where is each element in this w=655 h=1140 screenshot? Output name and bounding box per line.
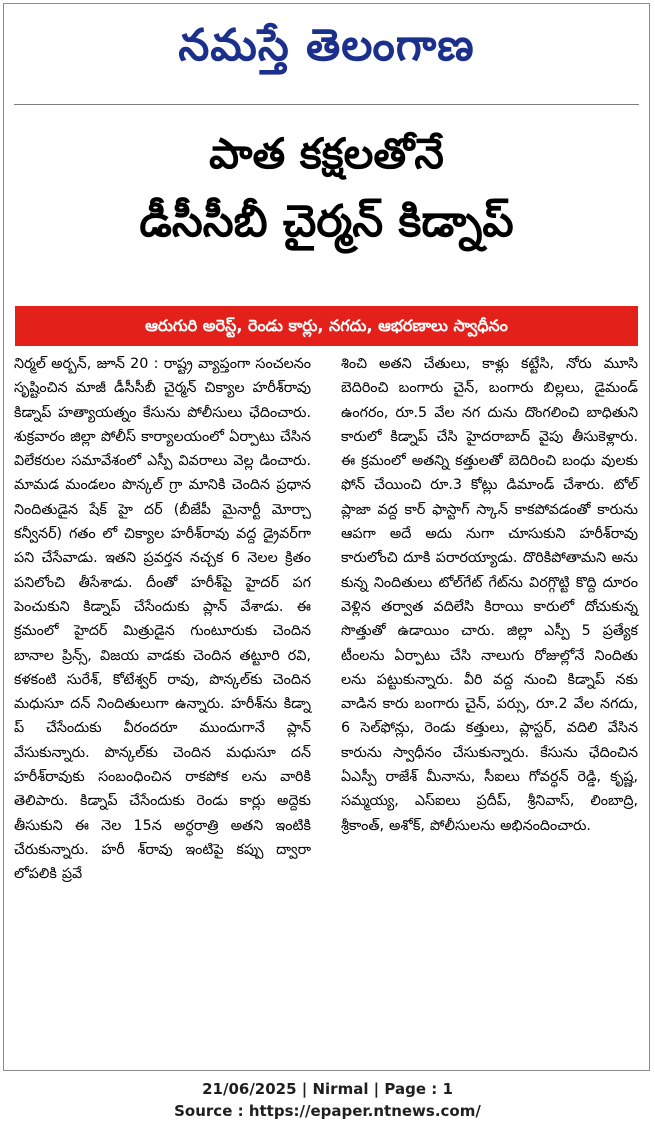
article-body	[14, 352, 638, 1058]
masthead-logo: నమస్తే తెలంగాణ	[178, 20, 475, 71]
masthead	[14, 14, 639, 92]
article-text-left: నిర్మల్ అర్బన్, జూన్ 20 : రాష్ట్ర వ్యాప్తంగా సంచలనం సృష్టించిన మాజీ డీసీసీబీ చైర్మన్ చిక్యాల హరీశ్‌రావు కిడ్నాప్ హత్యాయత్నం కేసును పోలీసులు ఛేదించారు. శుక్రవారం జిల్లా పోలీస్ కార్యాలయంలో ఏర్పాటు చేసిన విలేకరుల సమావేశంలో ఎస్పీ వివరాలు వెల్ల డించారు. మామడ మండలం పొన్కల్ గ్రా మానికి చెందిన ప్రధాన నిందితుడైన షేక్ హై దర్ (బీజేపీ మైనార్టీ మోర్చా కన్వీనర్) గతం లో చిక్యాల హరీశ్‌రావు వద్ద డ్రైవర్‌గా పని చేసేవాడు. ఇతని ప్రవర్తన నచ్చక 6 నెలల క్రితం పనిలోంచి తీసేశాడు. దీంతో హరీశ్‌పై హైదర్ పగ పెంచుకుని కిడ్నాప్ చేసేందుకు ప్లాన్ వేశాడు. ఈ క్రమంలో హైదర్ మిత్రుడైన గుంటూరుకు చెందిన బానాల ప్రిన్స్, విజయ వాడకు చెందిన తట్టూరి రవి, కళకంటి సురేశ్, కోటేశ్వర్ రావు, పొన్కల్‌కు చెందిన మధుసూ దన్ నిందితులుగా ఉన్నారు. హరీశ్‌ను కిడ్నా ప్ చేసేందుకు వీరందరూ ముందుగానే ప్లాన్ వేసుకున్నారు. పొన్కల్‌కు చెందిన మధుసూ దన్ హరీశ్‌రావుకు సంబంధించిన రాకపోక లను వారికి తెలిపారు. కిడ్నాప్ చేసేందుకు రెండు కార్లు అద్దెకు తీసుకుని ఈ నెల 15న అర్ధరాత్రి అతని ఇంటికి చేరుకున్నారు. హరీ శ్‌రావు ఇంటిపై కప్పు ద్వారా లోపలికి ప్రవే	[14, 356, 311, 883]
edition-info: 21/06/2025 | Nirmal | Page : 1	[202, 1080, 453, 1098]
article-text-right: శించి అతని చేతులు, కాళ్లు కట్టేసి, నోరు మూసి బెదిరించి బంగారు చైన్, బంగారు బిల్లలు, డైమండ్ ఉంగరం, రూ.5 వేల నగ దును దొంగలించి బాధితుని కారులో కిడ్నాప్ చేసి హైదరాబాద్ వైపు తీసుకెళ్లారు. ఈ క్రమంలో అతన్ని కత్తులతో బెదిరించి బంధు వులకు ఫోన్ చేయించి రూ.3 కోట్లు డిమాండ్ చేశారు. టోల్ ప్లాజా వద్ద కార్ ఫాస్టాగ్ స్కాన్ కాకపోవడంతో కారును ఆపగా అదే అదు నుగా చూసుకుని హరీశ్‌రావు కారులోంచి దూకి పరారయ్యాడు. దొరికిపోతామని అను కున్న నిందితులు టోల్‌గేట్ గేట్‌ను విరగ్గొట్టి కొద్ది దూరం వెళ్లిన తర్వాత వదిలేసి కిరాయి కారులో దోచుకున్న సొత్తుతో ఉడాయిం చారు. జిల్లా ఎస్పీ 5 ప్రత్యేక టీంలను ఏర్పాటు చేసి నాలుగు రోజుల్లోనే నిందితు లను పట్టుకున్నారు. వీరి వద్ద నుంచి కిడ్నాప్ నకు వాడిన కారు బంగారు చైన్, పర్సు, రూ.2 వేల నగదు, 6 సెల్‌ఫోన్లు, రెండు కత్తులు, ప్లాస్టర్, వదిలి వేసిన కారును స్వాధీనం చేసుకున్నారు. కేసును ఛేదించిన ఏఎస్పీ రాజేశ్ మీనాను, సీఐలు గోవర్ధన్ రెడ్డి, కృష్ణ, సమ్మయ్య, ఎస్ఐలు ప్రదీప్, శ్రీనివాస్, లింబాద్రి, శ్రీకాంత్, అశోక్, పోలీసులను అభినందించారు.	[341, 356, 638, 834]
headline-line-1: పాత కక్షలతోనే	[209, 129, 444, 178]
subheadline-banner: ఆరుగురి అరెస్ట్, రెండు కార్లు, నగదు, ఆభరణాలు స్వాధీనం	[15, 306, 638, 346]
source-footer	[0, 1078, 655, 1122]
article-column-left	[14, 352, 311, 1058]
source-link[interactable]: Source : https://epaper.ntnews.com/	[174, 1102, 481, 1120]
article-column-right	[341, 352, 638, 1058]
headline	[14, 122, 639, 258]
masthead-divider	[14, 104, 639, 105]
headline-line-2: డీసీసీబీ చైర్మన్ కిడ్నాప్	[139, 196, 514, 247]
